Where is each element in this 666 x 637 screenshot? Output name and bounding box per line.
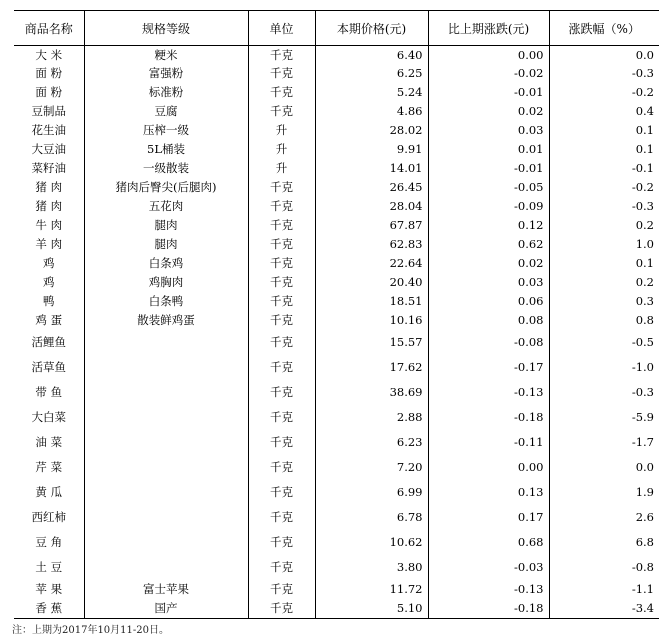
cell-name: 鸡 <box>43 275 55 290</box>
cell-spec: 鸡胸肉 <box>84 274 248 293</box>
cell-spec: 白条鸭 <box>84 293 248 312</box>
cell-spec <box>84 481 248 506</box>
table-body <box>14 46 659 619</box>
cell-unit: 千克 <box>248 236 315 255</box>
cell-name: 土 豆 <box>35 560 63 575</box>
cell-change: -0.13 <box>428 381 549 406</box>
cell-change: -0.17 <box>428 356 549 381</box>
cell-pct: 1.0 <box>549 236 659 255</box>
cell-pct: 0.2 <box>549 274 659 293</box>
cell-spec: 腿肉 <box>84 217 248 236</box>
table-row <box>14 46 659 65</box>
cell-pct: -0.2 <box>549 179 659 198</box>
cell-price: 28.04 <box>315 198 428 217</box>
cell-price: 7.20 <box>315 456 428 481</box>
table-row <box>14 381 659 406</box>
cell-unit: 千克 <box>248 356 315 381</box>
cell-pct: 0.1 <box>549 141 659 160</box>
cell-spec: 腿肉 <box>84 236 248 255</box>
cell-price: 6.40 <box>315 46 428 65</box>
cell-spec <box>84 456 248 481</box>
cell-change: -0.01 <box>428 160 549 179</box>
cell-change: 0.03 <box>428 122 549 141</box>
price-table-container <box>14 10 659 619</box>
cell-unit: 千克 <box>248 600 315 619</box>
table-row <box>14 312 659 331</box>
cell-name: 带 鱼 <box>35 385 63 400</box>
cell-price: 6.99 <box>315 481 428 506</box>
cell-change: 0.02 <box>428 103 549 122</box>
cell-price: 26.45 <box>315 179 428 198</box>
table-row <box>14 198 659 217</box>
table-row <box>14 160 659 179</box>
table-row <box>14 274 659 293</box>
cell-name: 活鲤鱼 <box>31 335 66 350</box>
cell-change: 0.68 <box>428 531 549 556</box>
cell-pct: -0.3 <box>549 65 659 84</box>
cell-pct: -0.3 <box>549 381 659 406</box>
cell-price: 15.57 <box>315 331 428 356</box>
cell-pct: -0.8 <box>549 556 659 581</box>
cell-spec: 富士苹果 <box>84 581 248 600</box>
cell-name: 豆制品 <box>31 104 66 119</box>
cell-name: 面 粉 <box>35 66 63 81</box>
cell-unit: 千克 <box>248 198 315 217</box>
cell-change: 0.02 <box>428 255 549 274</box>
cell-spec: 富强粉 <box>84 65 248 84</box>
header-change: 比上期涨跌(元) <box>428 11 549 46</box>
cell-unit: 千克 <box>248 331 315 356</box>
footnote: 注：上期为2017年10月11-20日。 <box>12 625 170 636</box>
cell-pct: -0.5 <box>549 331 659 356</box>
cell-price: 4.86 <box>315 103 428 122</box>
cell-change: -0.18 <box>428 600 549 619</box>
cell-change: 0.08 <box>428 312 549 331</box>
price-table <box>14 10 659 619</box>
cell-name: 黄 瓜 <box>35 485 63 500</box>
cell-pct: -3.4 <box>549 600 659 619</box>
header-unit: 单位 <box>248 11 315 46</box>
cell-name: 鸡 <box>43 256 55 271</box>
table-row <box>14 84 659 103</box>
cell-change: -0.18 <box>428 406 549 431</box>
cell-pct: -1.1 <box>549 581 659 600</box>
cell-name: 鸡 蛋 <box>35 313 63 328</box>
cell-pct: 0.0 <box>549 46 659 65</box>
cell-price: 14.01 <box>315 160 428 179</box>
cell-pct: 6.8 <box>549 531 659 556</box>
cell-pct: 0.0 <box>549 456 659 481</box>
cell-pct: 0.2 <box>549 217 659 236</box>
cell-price: 67.87 <box>315 217 428 236</box>
cell-pct: -5.9 <box>549 406 659 431</box>
cell-spec <box>84 381 248 406</box>
table-row <box>14 179 659 198</box>
table-row <box>14 481 659 506</box>
cell-price: 28.02 <box>315 122 428 141</box>
cell-spec <box>84 531 248 556</box>
cell-price: 6.23 <box>315 431 428 456</box>
table-header <box>14 11 659 46</box>
cell-pct: 0.4 <box>549 103 659 122</box>
cell-spec: 粳米 <box>84 46 248 65</box>
cell-unit: 千克 <box>248 312 315 331</box>
cell-spec: 白条鸡 <box>84 255 248 274</box>
cell-price: 17.62 <box>315 356 428 381</box>
cell-price: 10.62 <box>315 531 428 556</box>
cell-name: 牛 肉 <box>35 218 63 233</box>
cell-pct: 0.1 <box>549 122 659 141</box>
cell-price: 11.72 <box>315 581 428 600</box>
cell-spec: 国产 <box>84 600 248 619</box>
header-pct: 涨跌幅（%） <box>549 11 659 46</box>
table-row <box>14 600 659 619</box>
cell-unit: 千克 <box>248 556 315 581</box>
table-row <box>14 506 659 531</box>
cell-price: 6.78 <box>315 506 428 531</box>
cell-spec: 一级散装 <box>84 160 248 179</box>
cell-change: 0.13 <box>428 481 549 506</box>
cell-price: 10.16 <box>315 312 428 331</box>
table-row <box>14 531 659 556</box>
table-row <box>14 217 659 236</box>
cell-pct: 0.8 <box>549 312 659 331</box>
cell-name: 西红柿 <box>31 510 66 525</box>
cell-unit: 千克 <box>248 179 315 198</box>
cell-unit: 千克 <box>248 481 315 506</box>
cell-unit: 千克 <box>248 103 315 122</box>
cell-pct: 2.6 <box>549 506 659 531</box>
cell-spec: 猪肉后臀尖(后腿肉) <box>84 179 248 198</box>
header-row <box>14 11 659 46</box>
cell-price: 5.24 <box>315 84 428 103</box>
cell-name: 菜籽油 <box>31 161 66 176</box>
table-row <box>14 331 659 356</box>
cell-name: 苹 果 <box>35 582 63 597</box>
table-row <box>14 581 659 600</box>
cell-change: -0.01 <box>428 84 549 103</box>
cell-spec: 豆腐 <box>84 103 248 122</box>
cell-change: -0.13 <box>428 581 549 600</box>
cell-price: 62.83 <box>315 236 428 255</box>
cell-unit: 升 <box>248 160 315 179</box>
cell-pct: 1.9 <box>549 481 659 506</box>
cell-change: -0.05 <box>428 179 549 198</box>
cell-unit: 升 <box>248 122 315 141</box>
cell-name: 猪 肉 <box>35 180 63 195</box>
table-row <box>14 556 659 581</box>
cell-price: 38.69 <box>315 381 428 406</box>
cell-pct: -1.0 <box>549 356 659 381</box>
cell-name: 面 粉 <box>35 85 63 100</box>
cell-spec: 压榨一级 <box>84 122 248 141</box>
table-row <box>14 103 659 122</box>
cell-name: 香 蕉 <box>14 600 84 619</box>
cell-unit: 千克 <box>248 217 315 236</box>
cell-change: 0.06 <box>428 293 549 312</box>
cell-price: 2.88 <box>315 406 428 431</box>
cell-name: 豆 角 <box>35 535 63 550</box>
table-row <box>14 236 659 255</box>
cell-pct: 0.1 <box>549 255 659 274</box>
cell-pct: -1.7 <box>549 431 659 456</box>
cell-unit: 千克 <box>248 531 315 556</box>
cell-spec <box>84 331 248 356</box>
header-price: 本期价格(元) <box>315 11 428 46</box>
cell-spec: 5L桶装 <box>84 141 248 160</box>
cell-name: 大豆油 <box>31 142 66 157</box>
table-row <box>14 456 659 481</box>
cell-spec: 五花肉 <box>84 198 248 217</box>
table-row <box>14 356 659 381</box>
cell-change: -0.03 <box>428 556 549 581</box>
cell-price: 9.91 <box>315 141 428 160</box>
cell-price: 18.51 <box>315 293 428 312</box>
table-row <box>14 122 659 141</box>
cell-name: 油 菜 <box>35 435 63 450</box>
cell-unit: 千克 <box>248 381 315 406</box>
cell-price: 5.10 <box>315 600 428 619</box>
cell-price: 20.40 <box>315 274 428 293</box>
cell-price: 22.64 <box>315 255 428 274</box>
cell-unit: 千克 <box>248 293 315 312</box>
cell-change: -0.09 <box>428 198 549 217</box>
cell-pct: -0.1 <box>549 160 659 179</box>
cell-spec: 散装鲜鸡蛋 <box>84 312 248 331</box>
cell-unit: 千克 <box>248 506 315 531</box>
cell-unit: 千克 <box>248 431 315 456</box>
table-row <box>14 293 659 312</box>
table-row <box>14 255 659 274</box>
cell-change: 0.12 <box>428 217 549 236</box>
cell-pct: 0.3 <box>549 293 659 312</box>
header-name: 商品名称 <box>14 11 84 46</box>
cell-name: 花生油 <box>31 123 66 138</box>
cell-price: 3.80 <box>315 556 428 581</box>
cell-spec <box>84 506 248 531</box>
cell-spec <box>84 556 248 581</box>
cell-change: 0.00 <box>428 456 549 481</box>
table-row <box>14 141 659 160</box>
cell-spec <box>84 406 248 431</box>
cell-unit: 千克 <box>248 84 315 103</box>
cell-name: 大 米 <box>35 47 63 62</box>
cell-change: 0.00 <box>428 46 549 65</box>
cell-spec: 标准粉 <box>84 84 248 103</box>
cell-change: 0.62 <box>428 236 549 255</box>
cell-price: 6.25 <box>315 65 428 84</box>
cell-change: -0.02 <box>428 65 549 84</box>
cell-change: 0.03 <box>428 274 549 293</box>
cell-change: -0.11 <box>428 431 549 456</box>
cell-name: 大白菜 <box>31 410 66 425</box>
cell-name: 鸭 <box>43 294 55 309</box>
cell-unit: 千克 <box>248 46 315 65</box>
cell-pct: -0.3 <box>549 198 659 217</box>
cell-unit: 千克 <box>248 274 315 293</box>
cell-spec <box>84 431 248 456</box>
cell-name: 活草鱼 <box>31 360 66 375</box>
header-spec: 规格等级 <box>84 11 248 46</box>
cell-unit: 千克 <box>248 456 315 481</box>
cell-name: 芹 菜 <box>35 460 63 475</box>
cell-change: 0.17 <box>428 506 549 531</box>
cell-unit: 千克 <box>248 406 315 431</box>
cell-unit: 升 <box>248 141 315 160</box>
cell-unit: 千克 <box>248 65 315 84</box>
cell-spec <box>84 356 248 381</box>
cell-change: 0.01 <box>428 141 549 160</box>
cell-name: 猪 肉 <box>35 199 63 214</box>
cell-unit: 千克 <box>248 255 315 274</box>
cell-unit: 千克 <box>248 581 315 600</box>
cell-change: -0.08 <box>428 331 549 356</box>
cell-name: 羊 肉 <box>35 237 63 252</box>
table-row <box>14 406 659 431</box>
table-row <box>14 65 659 84</box>
table-row <box>14 431 659 456</box>
cell-pct: -0.2 <box>549 84 659 103</box>
